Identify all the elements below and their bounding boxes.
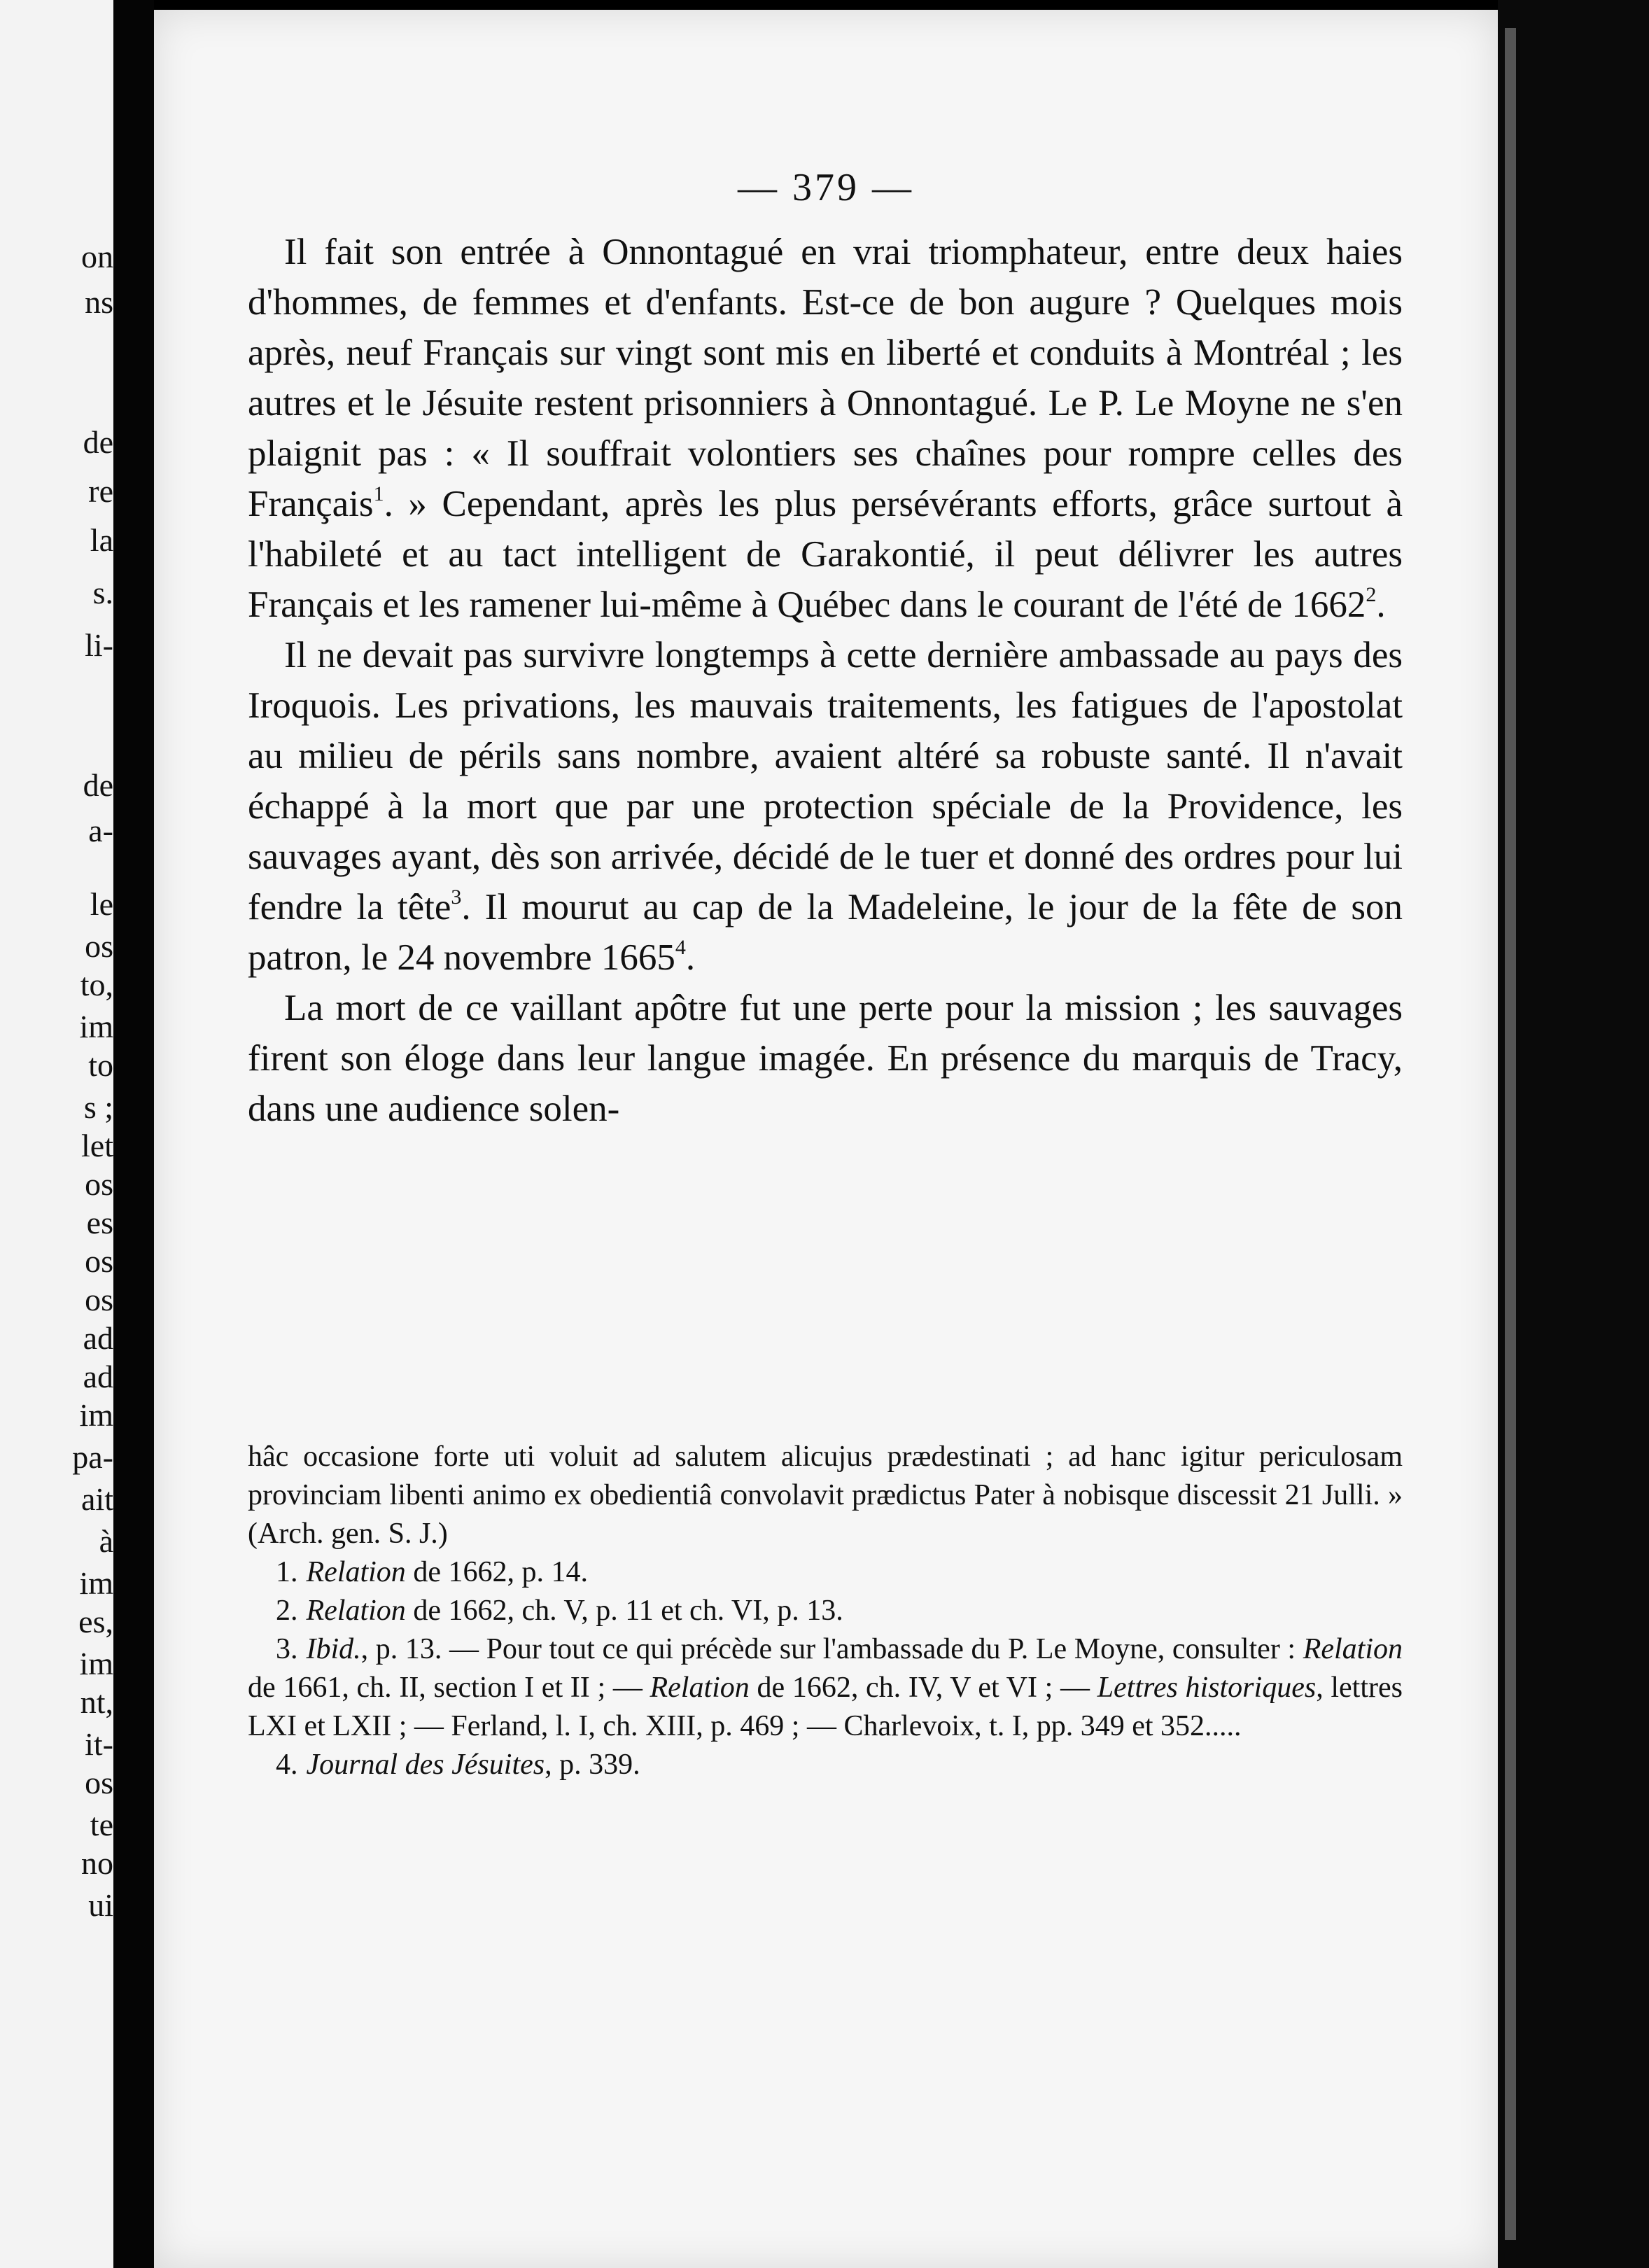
- left-page-fragment: ui: [88, 1887, 113, 1923]
- left-page-fragment: s ;: [83, 1089, 113, 1125]
- left-page-fragment: os: [85, 1166, 113, 1202]
- left-page-fragment: de: [83, 424, 113, 460]
- footnote-item: [248, 1553, 1403, 1592]
- left-page-fragment: ait: [81, 1481, 113, 1517]
- text-run: , p. 339.: [545, 1749, 640, 1781]
- left-page-fragment: la: [90, 522, 113, 558]
- footnote-number: 4.: [276, 1749, 298, 1781]
- footnote-continuation: hâc occasione forte uti voluit ad salutem alicujus prædestinati ; ad hanc igitur periculosam provinciam libenti animo ex obedientiâ convolavit prædictus Pater à nobisque discessit 21 Julli. » (Arch. gen. S. J.): [248, 1441, 1403, 1550]
- footnote-number: 1.: [276, 1556, 298, 1588]
- left-page-fragment: im: [79, 1009, 113, 1044]
- left-page-fragment: im: [79, 1397, 113, 1433]
- left-page-fragment: ad: [83, 1359, 113, 1394]
- left-page-fragment: os: [85, 928, 113, 964]
- text-run: , p. 13. — Pour tout ce qui précède sur l'ambassade du P. Le Moyne, consulter :: [360, 1633, 1303, 1665]
- left-page-fragment: os: [85, 1243, 113, 1279]
- text-run: .: [1376, 584, 1386, 625]
- left-page-fragment: nt,: [80, 1684, 113, 1720]
- footnote-ref: 3: [451, 886, 462, 909]
- italic-title: Relation: [650, 1672, 750, 1704]
- left-page-fragment: on: [81, 239, 113, 274]
- paragraph: [248, 983, 1403, 1134]
- left-page-fragment: to: [88, 1047, 113, 1083]
- book-gutter: [113, 0, 154, 2268]
- text-run: de 1661, ch. II, section I et II ; —: [248, 1672, 650, 1704]
- text-run: . Il mourut au cap de la Madeleine, le jour de la fête de son patron, le 24 novembre 1665: [248, 887, 1403, 978]
- footnotes: [248, 1438, 1403, 1784]
- text-run: , lettres LXI et LXII ; — Ferland, l. I, ch. XIII, p. 469 ; — Charlevoix, t. I, pp. 349 et 352.....: [248, 1672, 1403, 1742]
- left-page-fragment: im: [79, 1565, 113, 1601]
- footnote-ref: 4: [675, 936, 686, 959]
- main-text: [248, 227, 1403, 1134]
- left-facing-page: [0, 0, 113, 2268]
- left-page-fragment: es,: [78, 1604, 113, 1639]
- left-page-fragment: os: [85, 1765, 113, 1800]
- text-run: .: [685, 937, 696, 978]
- footnote-number: 3.: [276, 1633, 298, 1665]
- text-run: de 1662, ch. V, p. 11 et ch. VI, p. 13.: [405, 1595, 843, 1627]
- left-page-fragment: a-: [88, 813, 113, 848]
- footnote-item: [248, 1630, 1403, 1746]
- paragraph: [248, 227, 1403, 630]
- left-page-fragment: à: [99, 1523, 113, 1559]
- left-page-fragment: ns: [85, 284, 113, 320]
- footnote-item: [248, 1592, 1403, 1630]
- book-page: [154, 10, 1498, 2268]
- left-page-fragment: os: [85, 1282, 113, 1317]
- italic-title: Lettres historiques: [1097, 1672, 1317, 1704]
- text-run: de 1662, p. 14.: [405, 1556, 588, 1588]
- left-page-fragment: s.: [92, 575, 113, 610]
- text-run: de 1662, ch. IV, V et VI ; —: [749, 1672, 1097, 1704]
- italic-title: Relation: [1303, 1633, 1403, 1665]
- text-run: . » Cependant, après les plus persévérants efforts, grâce surtout à l'habileté et au tact intelligent de Garakontié, il peut délivrer les autres Français et les ramener lui-même à Québec dans le courant de l'été de 1662: [248, 484, 1403, 625]
- left-page-fragment: le: [90, 886, 113, 922]
- left-page-fragment: it-: [85, 1726, 113, 1762]
- footnote-list: [248, 1553, 1403, 1784]
- text-run: La mort de ce vaillant apôtre fut une perte pour la mission ; les sauvages firent son éloge dans leur langue imagée. En présence du marquis de Tracy, dans une audience solen-: [248, 988, 1403, 1129]
- left-page-fragment: no: [81, 1845, 113, 1881]
- footnote-ref: 2: [1366, 583, 1377, 606]
- left-page-fragment: im: [79, 1646, 113, 1681]
- left-page-fragment: te: [90, 1807, 113, 1842]
- paragraph: [248, 630, 1403, 983]
- page-number: — 379 —: [738, 166, 914, 209]
- left-page-fragment: pa-: [72, 1439, 113, 1475]
- left-page-fragment: re: [88, 473, 113, 509]
- text-run: Il fait son entrée à Onnontagué en vrai triomphateur, entre deux haies d'hommes, de femmes et d'enfants. Est-ce de bon augure ? Quelques mois après, neuf Français sur vingt sont mis en liberté et conduits à Montréal ; les autres et le Jésuite restent prisonniers à Onnontagué. Le P. Le Moyne ne s'en plaignit pas : « Il souffrait volontiers ses chaînes pour rompre celles des Français: [248, 232, 1403, 524]
- footnote-ref: 1: [373, 482, 384, 505]
- italic-title: Ibid.: [306, 1633, 361, 1665]
- italic-title: Relation: [306, 1595, 406, 1627]
- footnote-number: 2.: [276, 1595, 298, 1627]
- scan-right-border: [1498, 0, 1649, 2268]
- left-page-fragment: ad: [83, 1320, 113, 1356]
- italic-title: Relation: [306, 1556, 406, 1588]
- left-page-fragment: de: [83, 767, 113, 803]
- left-page-fragment: let: [81, 1128, 113, 1163]
- left-page-fragment: es: [86, 1205, 113, 1240]
- footnote-item: [248, 1746, 1403, 1784]
- italic-title: Journal des Jésuites: [306, 1749, 545, 1781]
- left-page-fragment: li-: [85, 627, 113, 663]
- next-page-edge: [1505, 28, 1516, 2240]
- text-run: Il ne devait pas survivre longtemps à cette dernière ambassade au pays des Iroquois. Les privations, les mauvais traitements, les fatigues de l'apostolat au milieu de périls sans nombre, avaient altéré sa robuste santé. Il n'avait échappé à la mort que par une protection spéciale de la Providence, les sauvages ayant, dès son arrivée, décidé de le tuer et donné des ordres pour lui fendre la tête: [248, 635, 1403, 927]
- left-page-fragment: to,: [80, 967, 113, 1002]
